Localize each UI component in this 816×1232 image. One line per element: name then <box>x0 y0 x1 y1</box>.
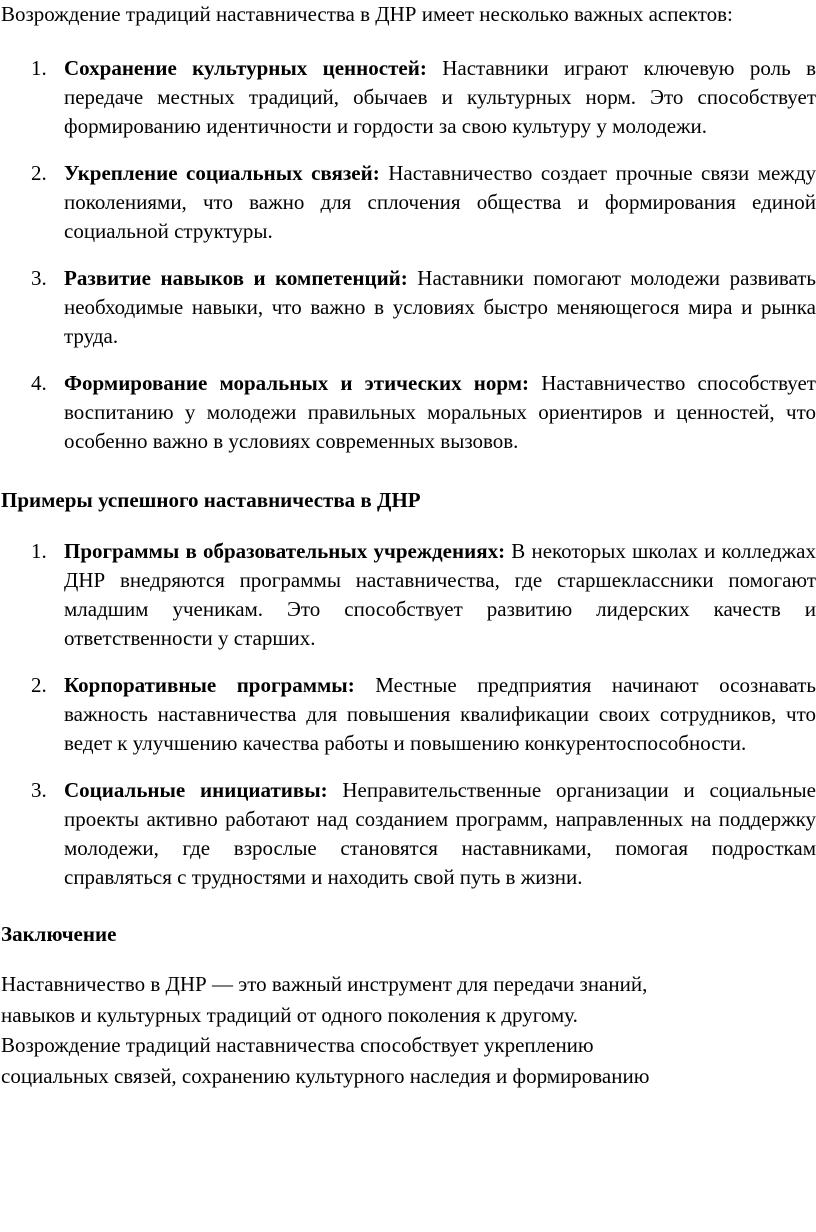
aspect-number: 4. <box>31 371 47 395</box>
aspect-item-1 <box>1 54 816 141</box>
example-number: 1. <box>31 539 47 563</box>
aspect-text: Наставники помогают молодежи развивать необходимые навыки, что важно в условиях быстро меняющегося мира и рынка труда. <box>64 266 816 348</box>
example-title: Корпоративные программы: <box>64 673 355 697</box>
example-text: Неправительственные организации и социальные проекты активно работают над созданием программ, направленных на поддержку молодежи, где взрослые становятся наставниками, помогая подросткам справляться с трудностями и находить свой путь в жизни. <box>64 778 816 889</box>
aspect-title: Развитие навыков и компетенций: <box>64 266 408 290</box>
aspect-text: Наставничество способствует воспитанию у молодежи правильных моральных ориентиров и ценностей, что особенно важно в условиях современных вызовов. <box>64 371 816 453</box>
example-text: В некоторых школах и колледжах ДНР внедряются программы наставничества, где старшеклассники помогают младшим ученикам. Это способствует развитию лидерских качеств и ответственности у старших. <box>64 539 816 650</box>
example-number: 2. <box>31 673 47 697</box>
aspect-item-4 <box>1 369 816 456</box>
aspect-text: Наставничество создает прочные связи между поколениями, что важно для сплочения общества и формирования единой социальной структуры. <box>64 161 816 243</box>
aspects-list <box>1 54 816 456</box>
aspect-item-2 <box>1 159 816 246</box>
conclusion-line: навыков и культурных традиций от одного поколения к другому. <box>1 1002 578 1027</box>
example-item-2 <box>1 671 816 758</box>
conclusion-line: социальных связей, сохранению культурного наследия и формированию <box>1 1063 650 1088</box>
aspect-number: 2. <box>31 161 47 185</box>
example-title: Социальные инициативы: <box>64 778 328 802</box>
example-item-1 <box>1 537 816 653</box>
aspect-text: Наставники играют ключевую роль в передаче местных традиций, обычаев и культурных норм. Это способствует формированию идентичности и гордости за свою культуру у молодежи. <box>64 56 816 138</box>
example-title: Программы в образовательных учреждениях: <box>64 539 506 563</box>
conclusion-line: Возрождение традиций наставничества способствует укреплению <box>1 1033 594 1057</box>
aspect-title: Укрепление социальных связей: <box>64 161 380 185</box>
examples-list <box>1 537 816 892</box>
intro-paragraph: Возрождение традиций наставничества в ДНР имеет несколько важных аспектов: <box>1 2 733 26</box>
conclusion-heading: Заключение <box>1 922 117 946</box>
example-number: 3. <box>31 778 47 802</box>
aspect-item-3 <box>1 264 816 351</box>
aspect-title: Сохранение культурных ценностей: <box>64 56 427 80</box>
conclusion-line: Наставничество в ДНР — это важный инструмент для передачи знаний, <box>1 972 648 996</box>
example-text: Местные предприятия начинают осознавать важность наставничества для повышения квалификации своих сотрудников, что ведет к улучшению качества работы и повышению конкурентоспособности. <box>64 673 816 755</box>
examples-heading: Примеры успешного наставничества в ДНР <box>1 488 421 512</box>
aspect-number: 3. <box>31 266 47 290</box>
aspect-title: Формирование моральных и этических норм: <box>64 371 530 395</box>
example-item-3 <box>1 776 816 892</box>
conclusion-paragraph <box>1 969 816 1091</box>
aspect-number: 1. <box>31 56 47 80</box>
